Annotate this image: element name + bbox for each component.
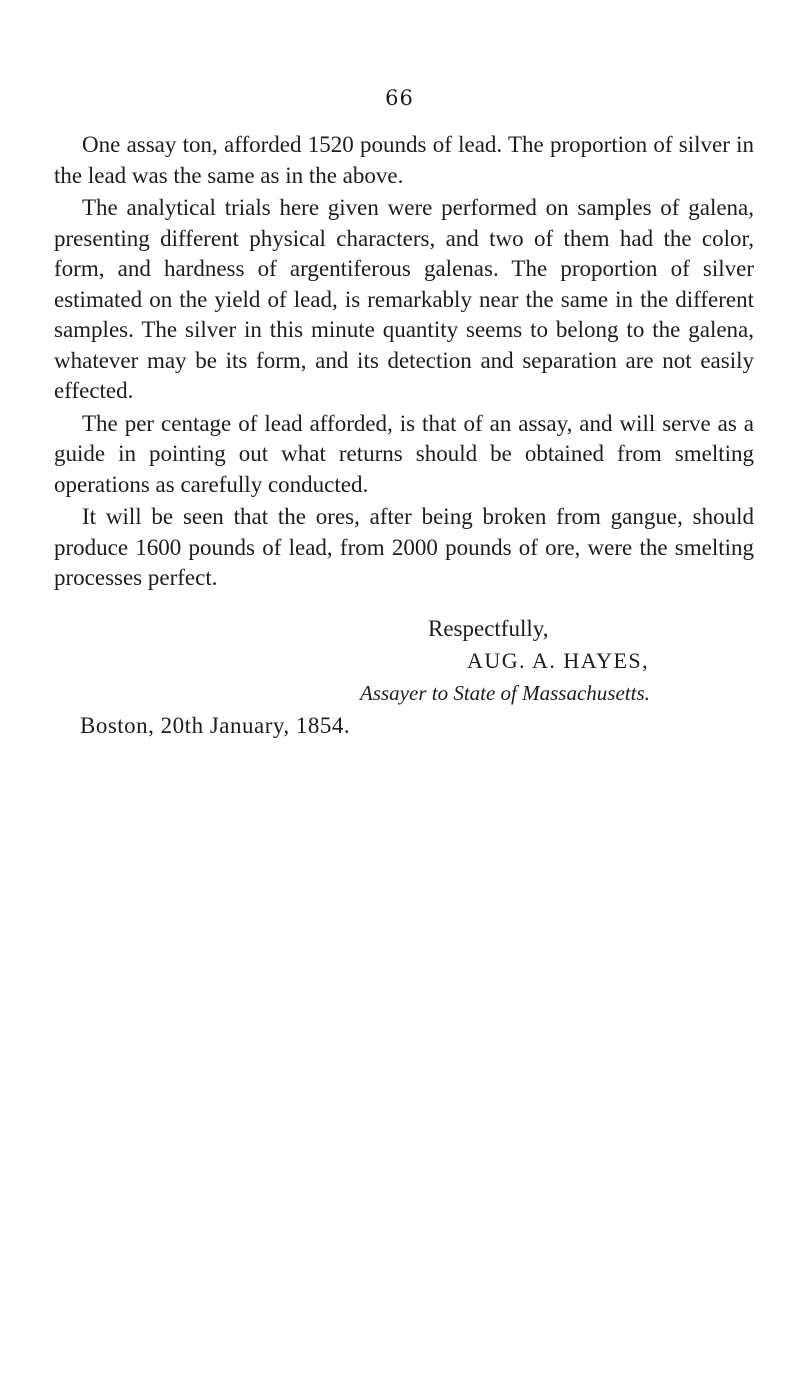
signature-title: Assayer to State of Massachusetts. bbox=[360, 681, 650, 705]
signature-name: AUG. A. HAYES, bbox=[467, 648, 650, 673]
page-number: 66 bbox=[385, 86, 414, 110]
paragraph-4: It will be seen that the ores, after being broken from gangue, should produce 1600 pounds of lead, from 2000 pounds of ore, were the smelting processes perfect. bbox=[54, 504, 754, 590]
closing-salutation: Respectfully, bbox=[428, 616, 549, 641]
body-text bbox=[54, 130, 754, 596]
paragraph-1: One assay ton, afforded 1520 pounds of lead. The proportion of silver in the lead was the same as in the above. bbox=[54, 132, 754, 188]
dateline: Boston, 20th January, 1854. bbox=[80, 713, 351, 738]
paragraph-2: The analytical trials here given were performed on samples of galena, presenting different physical characters, and two of them had the color, form, and hardness of argentiferous galenas. The proportion of silver estimated on the yield of lead, is remarkably near the same in the different samples. The silver in this minute quantity seems to belong to the galena, whatever may be its form, and its detection and separation are not easily effected. bbox=[54, 195, 754, 403]
paragraph-3: The per centage of lead afforded, is that of an assay, and will serve as a guide in pointing out what returns should be obtained from smelting operations as carefully conducted. bbox=[54, 410, 754, 497]
